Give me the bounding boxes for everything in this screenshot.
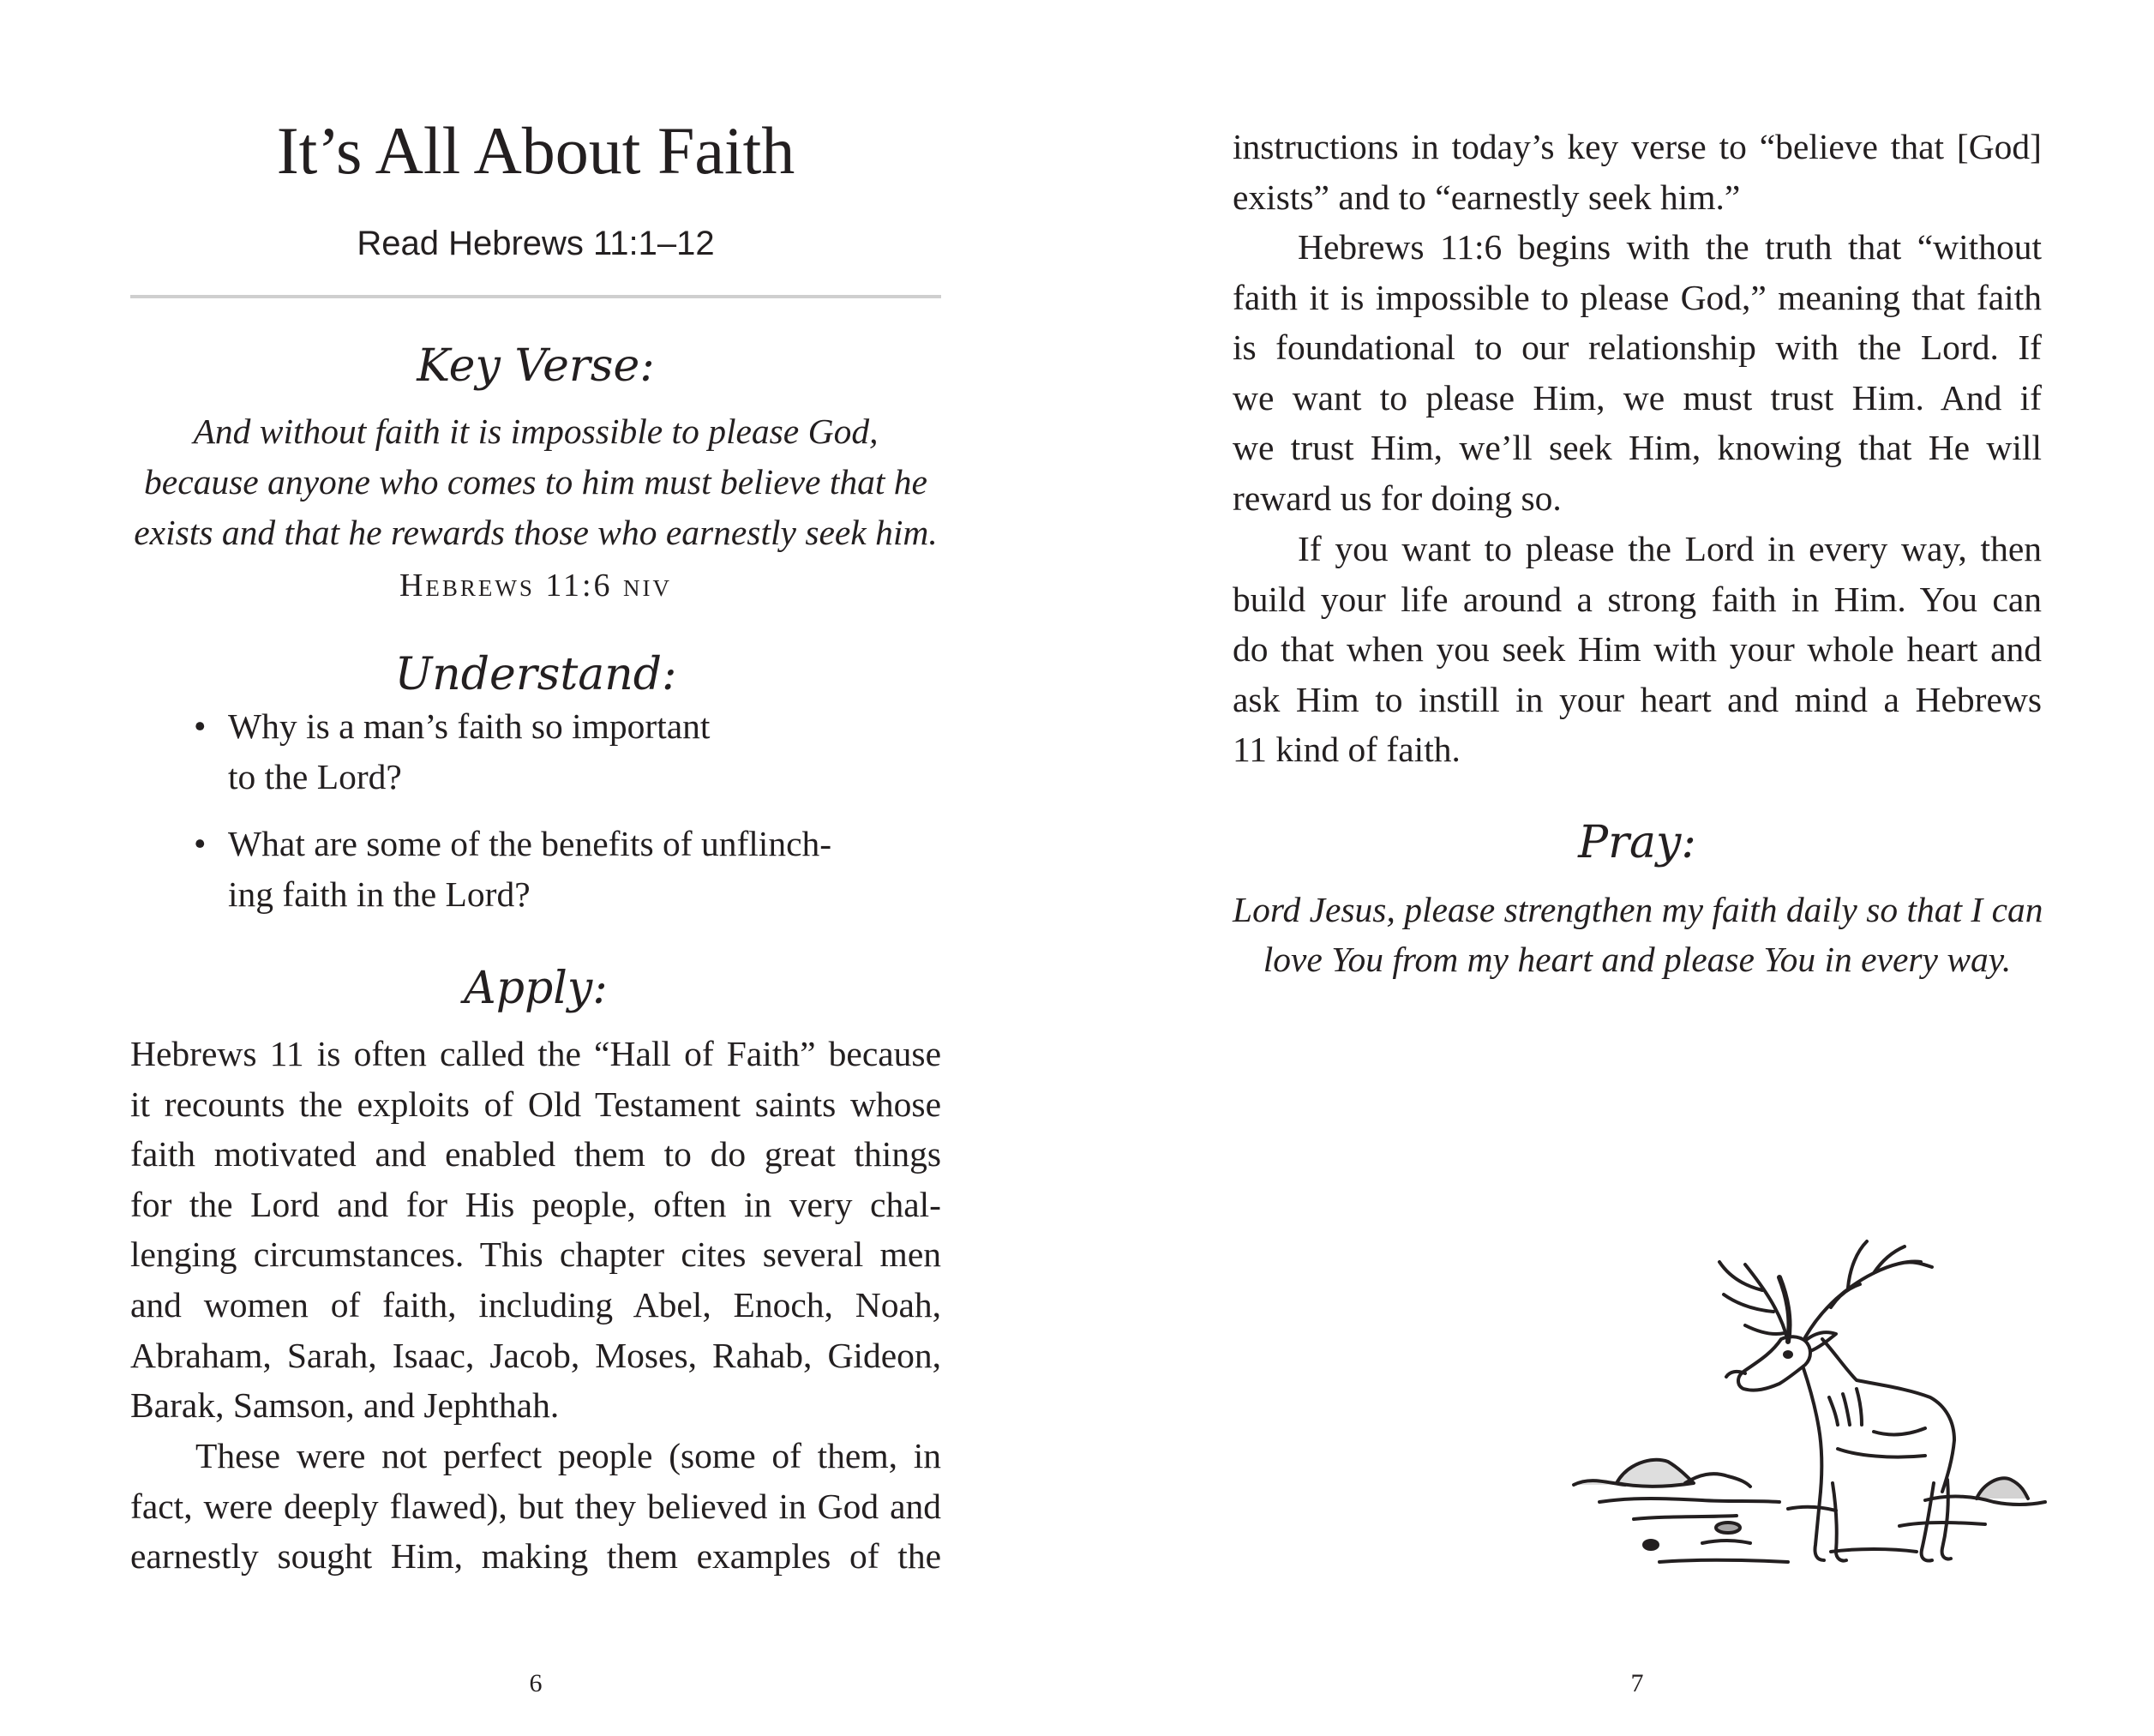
text-line: 11 kind of faith. <box>1233 730 1461 770</box>
text-line: Hebrews 11 is often called the “Hall of Faith” because <box>130 1034 941 1073</box>
paragraph-2 <box>1233 222 2042 524</box>
text-line: and women of faith, including Abel, Enoch, Noah, <box>130 1284 941 1325</box>
text-line: instructions in today’s key verse to “believe that [God] <box>1233 127 2042 166</box>
question-line: to the Lord? <box>228 757 402 796</box>
ground-stones <box>1574 1460 1694 1487</box>
deer-head <box>1738 1337 1810 1390</box>
page-number: 6 <box>529 1669 543 1697</box>
deer-illustration <box>1531 1226 2105 1655</box>
text-line: These were not perfect people (some of them, in <box>195 1436 941 1475</box>
text-line: Barak, Samson, and Jephthah. <box>130 1385 560 1426</box>
text-line: we want to please Him, we must trust Him. And if <box>1233 377 2042 417</box>
page-number: 7 <box>1630 1669 1644 1697</box>
text-line: do that when you seek Him with your whole heart and <box>1233 629 2042 670</box>
continued-paragraph <box>1233 122 2042 222</box>
key-verse-text <box>130 406 941 558</box>
text-line: fact, were deeply flawed), but they believed in God and <box>130 1486 941 1526</box>
text-line: Abraham, Sarah, Isaac, Jacob, Moses, Rahab, Gideon, <box>130 1335 941 1375</box>
deer-body <box>1803 1339 1954 1492</box>
question-line: ing faith in the Lord? <box>228 874 531 914</box>
text-line: faith motivated and enabled them to do great things <box>130 1134 941 1174</box>
apply-paragraph-2 <box>130 1431 941 1582</box>
deer-antlers <box>1719 1262 1788 1342</box>
right-page <box>1077 0 2154 1736</box>
question-line: What are some of the benefits of unflinch- <box>228 824 832 863</box>
prayer-line: love You from my heart and please You in every way. <box>1263 940 2012 979</box>
text-line: ask Him to instill in your heart and mind a Hebrews <box>1233 679 2042 719</box>
text-line: build your life around a strong faith in Him. You can <box>1233 579 2042 619</box>
prayer-text <box>1233 885 2042 984</box>
key-verse-line: exists and that he rewards those who earnestly seek him. <box>134 513 938 552</box>
text-line: for the Lord and for His people, often in very chal- <box>130 1184 941 1224</box>
key-verse-line: And without faith it is impossible to please God, <box>193 411 879 451</box>
text-line: lenging circumstances. This chapter cites several men <box>130 1234 941 1275</box>
key-verse-line: because anyone who comes to him must believe that he <box>144 462 927 502</box>
list-item <box>189 701 943 802</box>
apply-paragraph-1 <box>130 1029 941 1431</box>
question-line: Why is a man’s faith so important <box>228 706 711 746</box>
key-verse-heading: Key Verse: <box>417 340 655 392</box>
reading-reference: Read Hebrews 11:1–12 <box>357 225 715 262</box>
bullet-icon: • <box>194 706 207 746</box>
prayer-line: Lord Jesus, please strengthen my faith daily so that I can <box>1233 890 2043 929</box>
apply-heading: Apply: <box>464 963 608 1014</box>
understand-questions <box>189 701 943 936</box>
text-line: we trust Him, we’ll seek Him, knowing that He will <box>1233 428 2042 468</box>
page-title: It’s All About Faith <box>276 113 795 188</box>
text-line: If you want to please the Lord in every way, then <box>1298 529 2042 568</box>
list-item <box>189 819 943 920</box>
text-line: earnestly sought Him, making them examples of the <box>130 1536 941 1577</box>
text-line: reward us for doing so. <box>1233 478 1562 518</box>
paragraph-3 <box>1233 524 2042 775</box>
bullet-icon: • <box>194 824 207 863</box>
text-line: exists” and to “earnestly seek him.” <box>1233 177 1741 217</box>
title-divider <box>130 295 941 298</box>
text-line: Hebrews 11:6 begins with the truth that “without <box>1298 227 2042 267</box>
key-verse-reference: Hebrews 11:6 niv <box>399 568 673 604</box>
text-line: it recounts the exploits of Old Testament saints whose <box>130 1084 941 1124</box>
text-line: faith it is impossible to please God,” meaning that faith <box>1233 277 2042 317</box>
understand-heading: Understand: <box>394 649 677 700</box>
pray-heading: Pray: <box>1578 817 1696 868</box>
text-line: is foundational to our relationship with the Lord. If <box>1233 327 2042 368</box>
